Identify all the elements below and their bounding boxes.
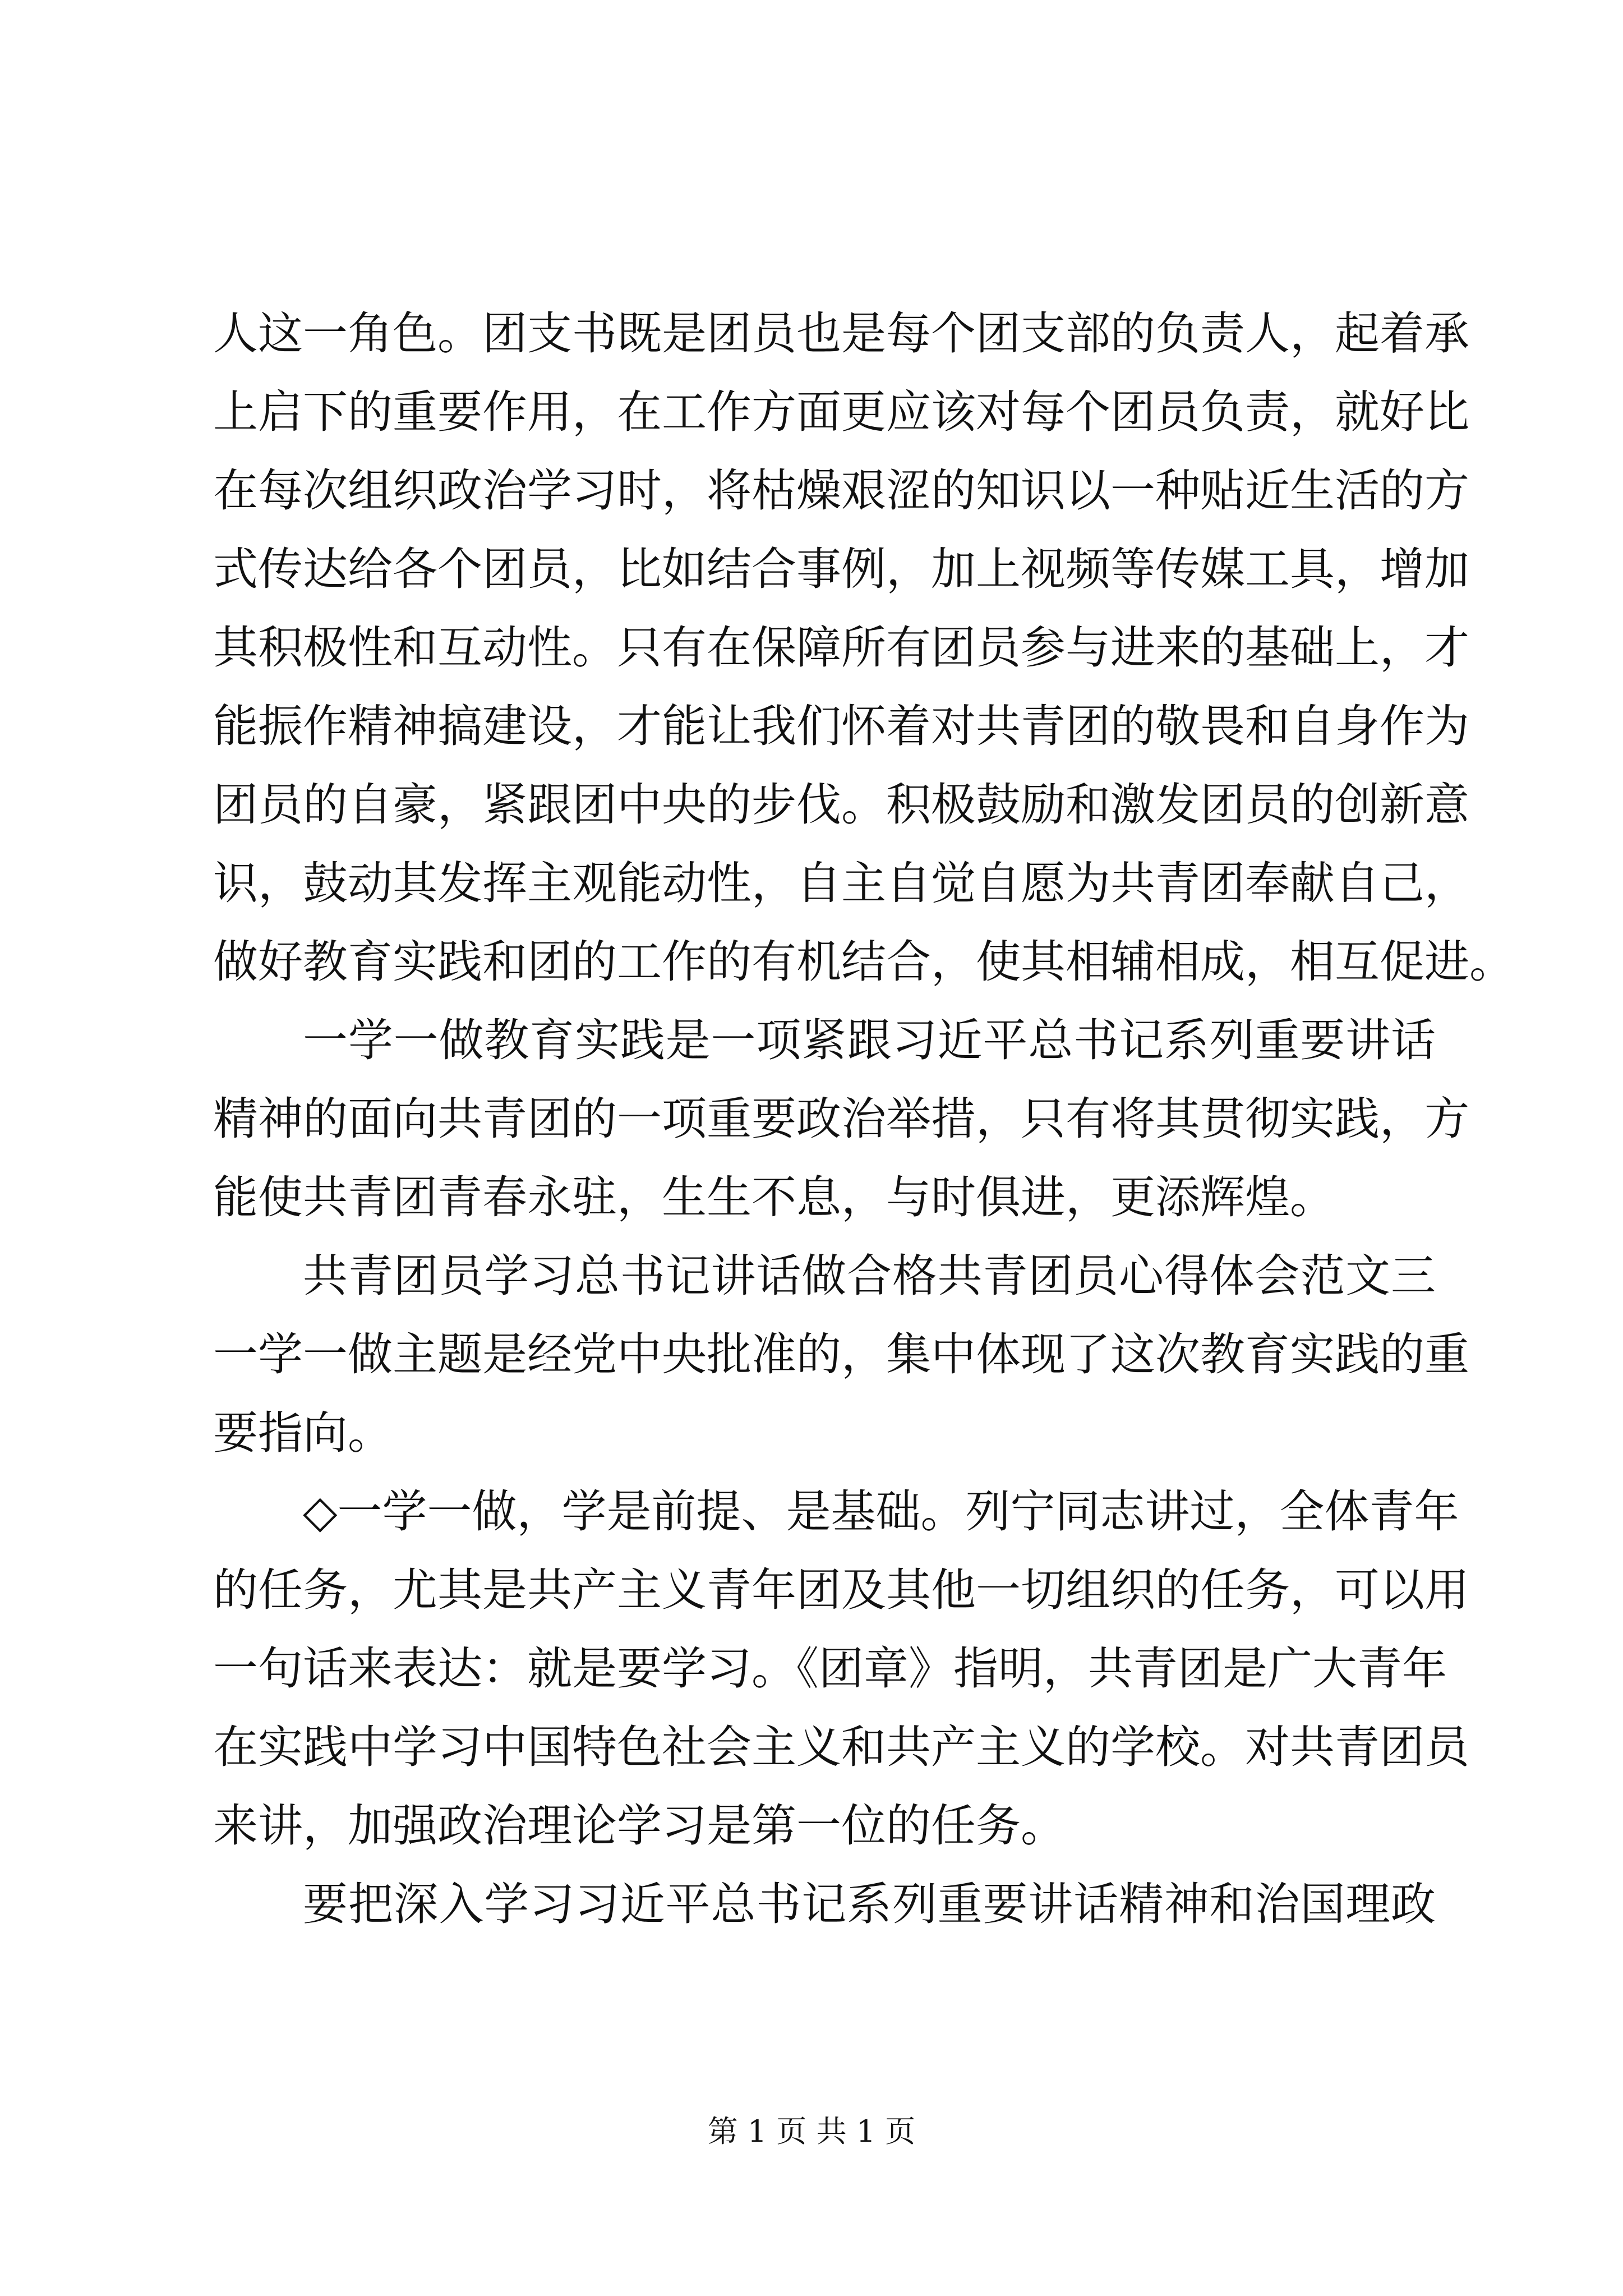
- text-line: 精神的面向共青团的一项重要政治举措，只有将其贯彻实践，方: [213, 1093, 1469, 1145]
- text-line: 来讲，加强政治理论学习是第一位的任务。: [213, 1800, 1066, 1852]
- text-line: 人这一角色。团支书既是团员也是每个团支部的负责人，起着承: [213, 307, 1469, 360]
- text-line: 的任务，尤其是共产主义青年团及其他一切组织的任务，可以用: [213, 1564, 1469, 1616]
- text-line: 做好教育实践和团的工作的有机结合，使其相辅相成，相互促进。: [213, 936, 1514, 988]
- text-line: 能振作精神搞建设，才能让我们怀着对共青团的敬畏和自身作为: [213, 700, 1469, 752]
- text-line: 团员的自豪，紧跟团中央的步伐。积极鼓励和激发团员的创新意: [213, 779, 1469, 831]
- text-line: 式传达给各个团员，比如结合事例，加上视频等传媒工具，增加: [213, 543, 1469, 595]
- text-line: 能使共青团青春永驻，生生不息，与时俱进，更添辉煌。: [213, 1171, 1335, 1223]
- paragraph-first-line: 一学一做教育实践是一项紧跟习近平总书记系列重要讲话: [303, 1014, 1436, 1066]
- text-line: 要指向。: [213, 1407, 393, 1459]
- page-number-footer: 第 1 页 共 1 页: [707, 2114, 916, 2149]
- text-line: 在每次组织政治学习时，将枯燥艰涩的知识以一种贴近生活的方: [213, 464, 1469, 517]
- text-line: 上启下的重要作用，在工作方面更应该对每个团员负责，就好比: [213, 386, 1469, 438]
- paragraph-first-line: 要把深入学习习近平总书记系列重要讲话精神和治国理政: [303, 1878, 1436, 1930]
- text-line: 在实践中学习中国特色社会主义和共产主义的学校。对共青团员: [213, 1721, 1469, 1773]
- paragraph-first-line: ◇一学一做，学是前提、是基础。列宁同志讲过，全体青年: [303, 1485, 1459, 1538]
- text-line: 一句话来表达：就是要学习。《团章》指明，共青团是广大青年: [213, 1642, 1447, 1695]
- text-line: 其积极性和互动性。只有在保障所有团员参与进来的基础上，才: [213, 622, 1469, 674]
- section-heading: 共青团员学习总书记讲话做合格共青团员心得体会范文三: [303, 1250, 1436, 1302]
- text-line: 识，鼓动其发挥主观能动性，自主自觉自愿为共青团奉献自己，: [213, 857, 1469, 909]
- text-line: 一学一做主题是经党中央批准的，集中体现了这次教育实践的重: [213, 1328, 1469, 1381]
